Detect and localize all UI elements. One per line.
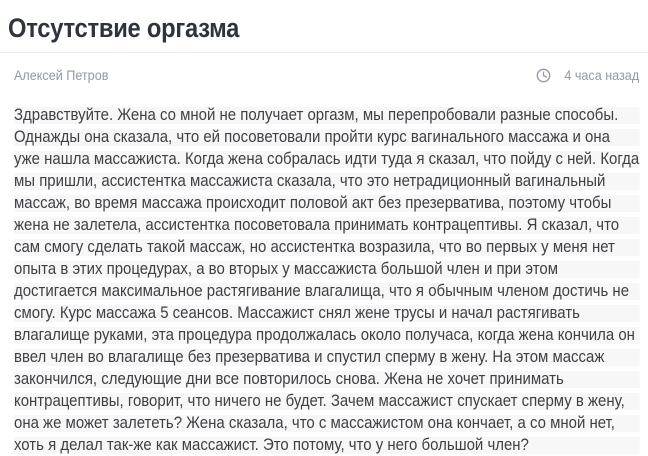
post-meta-row	[0, 55, 648, 95]
page-title: Отсутствие оргазма	[8, 13, 240, 43]
author-name[interactable]: Алексей Петров	[14, 67, 109, 83]
post-header	[0, 0, 648, 53]
post-body-container	[0, 95, 648, 456]
timestamp	[536, 67, 639, 83]
post-body-text: Здравствуйте. Жена со мной не получает оргазм, мы перепробовали разные способы. Однажды она сказала, что ей посоветовали пройти курс вагинального массажа и она уже нашла массажиста. Когда жена собралась идти туда я сказал, что пойду с ней. Когда мы пришли, ассистентка массажиста сказала, что это нетрадиционный вагинальный массаж, во время массажа происходит половой акт без презерватива, поэтому чтобы жена не залетела, ассистентка посоветовала принимать контрацептивы. Я сказал, что сам смогу сделать такой массаж, но ассистентка возразила, что во первых у меня нет опыта в этих процедурах, а во вторых у массажиста большой член и при этом достигается максимальное растягивание влагалища, что я обычным членом достичь не смогу. Курс массажа 5 сеансов. Массажист снял жене трусы и начал растягивать влагалище руками, эта процедура продолжалась около получаса, когда жена кончила он ввел член во влагалище без презерватива и спустил сперму в жену. На этом массаж закончился, следующие дни все повторилось снова. Жена не хочет принимать контрацептивы, говорит, что ничего не будет. Зачем массажист спускает сперму в жену, она же может залететь? Жена сказала, что с массажистом она кончает, а со мной нет, хоть я делал так-же как массажист. Это потому, что у него большой член?	[14, 105, 640, 454]
clock-icon	[536, 68, 551, 83]
timestamp-label: 4 часа назад	[564, 67, 639, 83]
